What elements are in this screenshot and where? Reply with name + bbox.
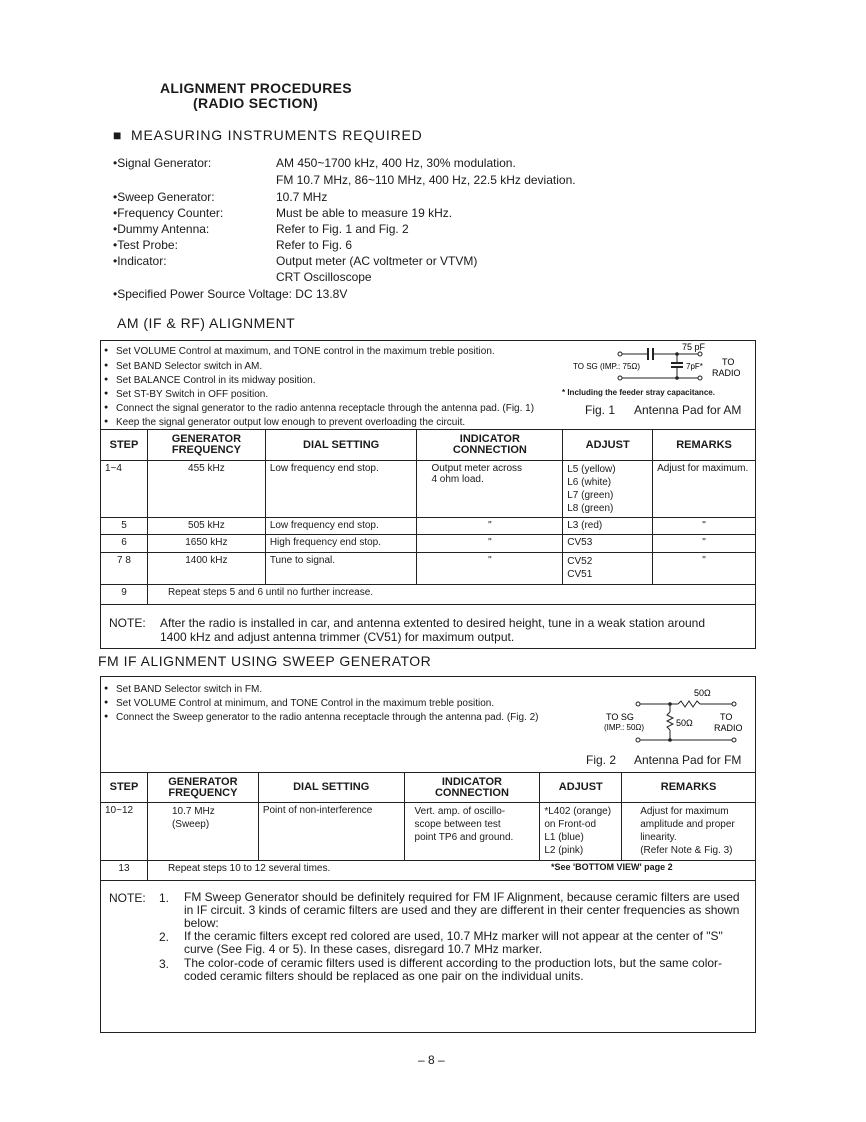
- table-row: [101, 861, 756, 881]
- fm-alignment-table: [100, 772, 756, 881]
- cell-adjust: L3 (red): [563, 518, 653, 535]
- square-bullet-icon: ■: [113, 127, 122, 143]
- table-row: [101, 461, 756, 518]
- cell-indicator: ": [417, 553, 563, 585]
- col-step: STEP: [101, 430, 148, 461]
- col-generator: GENERATOR FREQUENCY: [147, 430, 265, 461]
- am-bullet: ● Set BALANCE Control in its midway position.: [116, 375, 316, 386]
- cell-freq: 1650 kHz: [147, 535, 265, 553]
- fm-note-num: 1.: [159, 891, 170, 905]
- cell-dial: Low frequency end stop.: [265, 461, 417, 518]
- fm-note-label: NOTE:: [109, 891, 146, 905]
- fm-note-num: 2.: [159, 930, 170, 944]
- cell-dial: Low frequency end stop.: [265, 518, 417, 535]
- table-row: [101, 518, 756, 535]
- req-label: •Dummy Antenna:: [113, 222, 210, 236]
- fig2-number: Fig. 2: [586, 753, 617, 767]
- cell-step: 9: [101, 585, 148, 605]
- cell-remarks: ": [653, 535, 756, 553]
- see-bottom-view: *See 'BOTTOM VIEW' page 2: [550, 862, 673, 872]
- page-number: – 8 –: [418, 1053, 445, 1067]
- fm-note-text: The color-code of ceramic filters used is different according to the production lots, but the same color-coded ceramic filters should be replaced as one pair on the individual units.: [184, 956, 723, 983]
- fig2-r2: 50Ω: [676, 718, 693, 728]
- cell-freq: 10.7 MHz (Sweep): [147, 803, 258, 861]
- cell-step: 7 8: [101, 553, 148, 585]
- am-alignment-table: [100, 429, 756, 605]
- cell-adjust: CV53: [563, 535, 653, 553]
- fig2-imp: (IMP.: 50Ω): [604, 723, 645, 732]
- req-value: FM 10.7 MHz, 86~110 MHz, 400 Hz, 22.5 kHz deviation.: [276, 173, 576, 187]
- cell-step: 10~12: [101, 803, 148, 861]
- fig2-caption: Antenna Pad for FM: [634, 753, 742, 767]
- instruments-heading: MEASURING INSTRUMENTS REQUIRED: [131, 127, 423, 143]
- req-label: •Sweep Generator:: [113, 190, 215, 204]
- cell-remarks: ": [653, 518, 756, 535]
- col-indicator: INDICATOR CONNECTION: [417, 430, 563, 461]
- cell-indicator: Output meter across 4 ohm load.: [417, 461, 563, 518]
- col-step: STEP: [101, 773, 148, 803]
- req-label: •Indicator:: [113, 254, 167, 268]
- am-bullet: ● Set BAND Selector switch in AM.: [116, 361, 262, 372]
- req-value: Refer to Fig. 6: [276, 238, 353, 252]
- am-bullet: ● Connect the signal generator to the radio antenna receptacle through the antenna pad. (Fig. 1): [116, 403, 534, 414]
- am-heading: AM (IF & RF) ALIGNMENT: [117, 315, 296, 331]
- col-indicator: INDICATOR CONNECTION: [404, 773, 540, 803]
- fm-note-text: FM Sweep Generator should be definitely required for FM IF Alignment, because ceramic filters are used in IF circuit. 3 kinds of ceramic filters are used and they are different in their center frequencies as shown below:: [184, 890, 740, 930]
- cell-remarks: ": [653, 553, 756, 585]
- cell-step: 1~4: [101, 461, 148, 518]
- cell-freq: 1400 kHz: [147, 553, 265, 585]
- col-generator: GENERATOR FREQUENCY: [147, 773, 258, 803]
- cell-remarks: Adjust for maximum.: [653, 461, 756, 518]
- table-row: [101, 803, 756, 861]
- fig1-footnote: * Including the feeder stray capacitance.: [562, 388, 715, 397]
- req-value: Must be able to measure 19 kHz.: [276, 206, 453, 220]
- cell-freq: 505 kHz: [147, 518, 265, 535]
- col-adjust: ADJUST: [540, 773, 622, 803]
- cell-step: 6: [101, 535, 148, 553]
- am-note-line1: After the radio is installed in car, and antenna extented to desired height, tune in a weak station around: [160, 616, 706, 630]
- table-row: [101, 585, 756, 605]
- table-row: [101, 553, 756, 585]
- col-adjust: ADJUST: [563, 430, 653, 461]
- fm-bullet: ● Set VOLUME Control at minimum, and TONE Control in the maximum treble position.: [116, 698, 494, 709]
- cell-repeat: Repeat steps 5 and 6 until no further increase.: [147, 585, 755, 605]
- req-value: Refer to Fig. 1 and Fig. 2: [276, 222, 409, 236]
- req-label: •Test Probe:: [113, 238, 178, 252]
- fig1-caption: Antenna Pad for AM: [634, 403, 742, 417]
- am-bullet: ● Set VOLUME Control at maximum, and TONE control in the maximum treble position.: [116, 346, 495, 357]
- title-line1: ALIGNMENT PROCEDURES: [160, 80, 352, 96]
- fm-bullet: ● Set BAND Selector switch in FM.: [116, 684, 262, 695]
- cell-repeat: Repeat steps 10 to 12 several times. *See 'BOTTOM VIEW' page 2: [147, 861, 755, 881]
- fig2-to-sg: TO SG: [606, 712, 634, 722]
- cell-dial: Point of non-interference: [258, 803, 404, 861]
- req-label: •Frequency Counter:: [113, 206, 224, 220]
- cell-step: 13: [101, 861, 148, 881]
- col-remarks: REMARKS: [622, 773, 756, 803]
- fm-note-num: 3.: [159, 957, 170, 971]
- fig1-number: Fig. 1: [585, 403, 616, 417]
- fm-heading: FM IF ALIGNMENT USING SWEEP GENERATOR: [98, 653, 432, 669]
- req-label: •Signal Generator:: [113, 156, 212, 170]
- fig1-to-sg: TO SG (IMP.: 75Ω): [573, 362, 641, 371]
- cell-remarks: Adjust for maximum amplitude and proper linearity. (Refer Note & Fig. 3): [622, 803, 756, 861]
- cell-adjust: L5 (yellow) L6 (white) L7 (green) L8 (green): [563, 461, 653, 518]
- col-dial: DIAL SETTING: [258, 773, 404, 803]
- col-dial: DIAL SETTING: [265, 430, 417, 461]
- req-value: AM 450~1700 kHz, 400 Hz, 30% modulation.: [276, 156, 516, 170]
- req-value: CRT Oscilloscope: [276, 270, 372, 284]
- am-note-line2: 1400 kHz and adjust antenna trimmer (CV51) for maximum output.: [160, 630, 515, 644]
- cell-indicator: ": [417, 518, 563, 535]
- col-remarks: REMARKS: [653, 430, 756, 461]
- am-note-label: NOTE:: [109, 616, 146, 630]
- am-bullet: ● Keep the signal generator output low enough to prevent overloading the circuit.: [116, 417, 465, 428]
- fm-note-text: If the ceramic filters except red colored are used, 10.7 MHz marker will not appear at the center of "S" curve (See Fig. 4 or 5). In these cases, disregard 10.7 MHz marker.: [184, 929, 723, 956]
- cell-dial: Tune to signal.: [265, 553, 417, 585]
- fig1-radio: RADIO: [712, 368, 741, 378]
- cell-indicator: ": [417, 535, 563, 553]
- cell-adjust: CV52 CV51: [563, 553, 653, 585]
- fm-bullet: ● Connect the Sweep generator to the radio antenna receptacle through the antenna pad. (Fig. 2): [116, 712, 539, 723]
- am-bullet: ● Set ST-BY Switch in OFF position.: [116, 389, 268, 400]
- req-label: •Specified Power Source Voltage: DC 13.8V: [113, 287, 348, 301]
- cell-step: 5: [101, 518, 148, 535]
- req-value: 10.7 MHz: [276, 190, 328, 204]
- fig2-to: TO: [720, 712, 733, 722]
- title-line2: (RADIO SECTION): [193, 95, 319, 111]
- cell-adjust: *L402 (orange) on Front-od L1 (blue) L2 (pink): [540, 803, 622, 861]
- fig2-r1: 50Ω: [694, 688, 711, 698]
- fig1-cap2: 7pF*: [686, 362, 703, 371]
- cell-freq: 455 kHz: [147, 461, 265, 518]
- fig1-to: TO: [722, 357, 735, 367]
- fig1-cap-label: 75 pF: [682, 342, 706, 352]
- cell-dial: High frequency end stop.: [265, 535, 417, 553]
- cell-indicator: Vert. amp. of oscillo- scope between test point TP6 and ground.: [404, 803, 540, 861]
- fig2-radio: RADIO: [714, 723, 743, 733]
- req-value: Output meter (AC voltmeter or VTVM): [276, 254, 478, 268]
- fig2-antenna-pad-diagram: [600, 684, 754, 748]
- table-row: [101, 535, 756, 553]
